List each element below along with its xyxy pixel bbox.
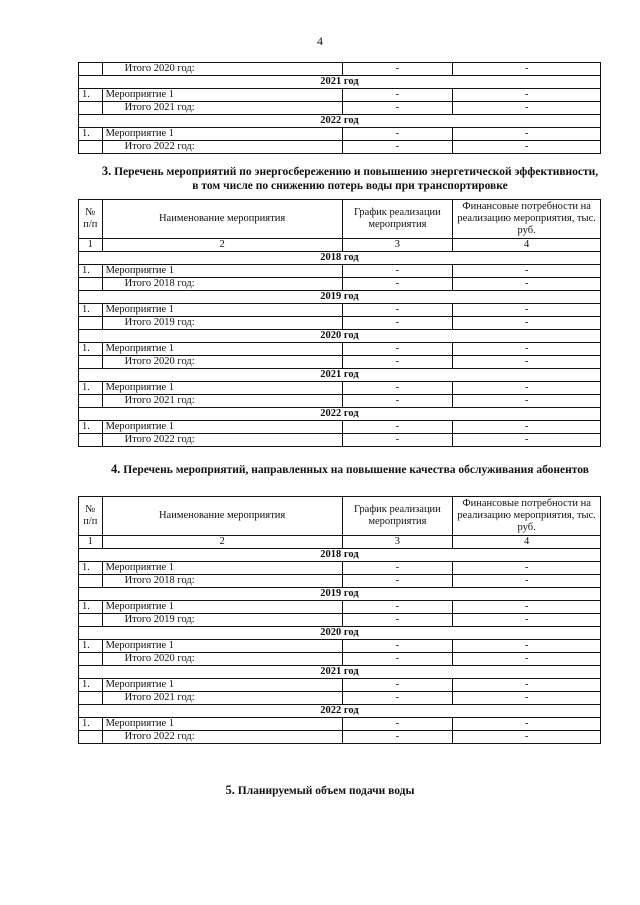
schedule-value: - bbox=[342, 562, 453, 575]
table-row bbox=[79, 562, 601, 575]
total-row bbox=[79, 141, 601, 154]
year-label: 2021 год bbox=[79, 369, 601, 382]
total-row bbox=[79, 356, 601, 369]
finance-value: - bbox=[453, 343, 601, 356]
activity-name: Мероприятие 1 bbox=[102, 640, 342, 653]
row-number bbox=[79, 575, 103, 588]
schedule-value: - bbox=[342, 731, 453, 744]
total-row bbox=[79, 102, 601, 115]
table-row bbox=[79, 679, 601, 692]
header-name: Наименование мероприятия bbox=[102, 497, 342, 536]
finance-value: - bbox=[453, 731, 601, 744]
table-row bbox=[79, 718, 601, 731]
finance-value: - bbox=[453, 141, 601, 154]
row-number: 1. bbox=[79, 421, 103, 434]
year-label: 2018 год bbox=[79, 549, 601, 562]
row-number bbox=[79, 692, 103, 705]
row-number: 1. bbox=[79, 128, 103, 141]
activity-name: Мероприятие 1 bbox=[102, 679, 342, 692]
finance-value: - bbox=[453, 63, 601, 76]
activity-name: Мероприятие 1 bbox=[102, 343, 342, 356]
finance-value: - bbox=[453, 575, 601, 588]
finance-value: - bbox=[453, 562, 601, 575]
row-number: 1. bbox=[79, 343, 103, 356]
year-label: 2022 год bbox=[79, 115, 601, 128]
table-header bbox=[79, 497, 601, 549]
finance-value: - bbox=[453, 304, 601, 317]
schedule-value: - bbox=[342, 653, 453, 666]
finance-value: - bbox=[453, 356, 601, 369]
header-index: 1 bbox=[79, 536, 103, 549]
schedule-value: - bbox=[342, 421, 453, 434]
total-row bbox=[79, 731, 601, 744]
year-label: 2019 год bbox=[79, 291, 601, 304]
total-row bbox=[79, 317, 601, 330]
year-label: 2021 год bbox=[79, 76, 601, 89]
finance-value: - bbox=[453, 128, 601, 141]
total-label: Итого 2021 год: bbox=[102, 102, 342, 115]
header-finance: Финансовые потребности на реализацию мероприятия, тыс. руб. bbox=[453, 497, 601, 536]
schedule-value: - bbox=[342, 89, 453, 102]
total-row bbox=[79, 653, 601, 666]
activity-name: Мероприятие 1 bbox=[102, 382, 342, 395]
page-number: 4 bbox=[317, 34, 323, 48]
activity-name: Мероприятие 1 bbox=[102, 601, 342, 614]
schedule-value: - bbox=[342, 395, 453, 408]
schedule-value: - bbox=[342, 265, 453, 278]
table-row bbox=[79, 89, 601, 102]
continuation-table bbox=[78, 62, 601, 154]
total-row bbox=[79, 63, 601, 76]
schedule-value: - bbox=[342, 640, 453, 653]
row-number bbox=[79, 317, 103, 330]
year-row bbox=[79, 588, 601, 601]
section-4-table bbox=[78, 496, 601, 744]
schedule-value: - bbox=[342, 343, 453, 356]
year-row bbox=[79, 330, 601, 343]
year-label: 2022 год bbox=[79, 408, 601, 421]
finance-value: - bbox=[453, 382, 601, 395]
table-row bbox=[79, 382, 601, 395]
row-number bbox=[79, 102, 103, 115]
activity-name: Мероприятие 1 bbox=[102, 562, 342, 575]
schedule-value: - bbox=[342, 601, 453, 614]
year-row bbox=[79, 408, 601, 421]
header-index: 4 bbox=[453, 536, 601, 549]
row-number bbox=[79, 141, 103, 154]
total-label: Итого 2022 год: bbox=[102, 141, 342, 154]
row-number: 1. bbox=[79, 562, 103, 575]
finance-value: - bbox=[453, 692, 601, 705]
header-index: 3 bbox=[342, 239, 453, 252]
total-label: Итого 2020 год: bbox=[102, 356, 342, 369]
table-row bbox=[79, 128, 601, 141]
continuation-table-body bbox=[79, 63, 601, 154]
schedule-value: - bbox=[342, 128, 453, 141]
total-row bbox=[79, 395, 601, 408]
finance-value: - bbox=[453, 317, 601, 330]
row-number: 1. bbox=[79, 304, 103, 317]
header-finance: Финансовые потребности на реализацию мероприятия, тыс. руб. bbox=[453, 200, 601, 239]
total-row bbox=[79, 278, 601, 291]
section-5-title: 5. Планируемый объем подачи воды bbox=[225, 783, 415, 797]
schedule-value: - bbox=[342, 679, 453, 692]
header-index: 1 bbox=[79, 239, 103, 252]
table-row bbox=[79, 265, 601, 278]
activity-name: Мероприятие 1 bbox=[102, 304, 342, 317]
year-label: 2021 год bbox=[79, 666, 601, 679]
total-label: Итого 2018 год: bbox=[102, 278, 342, 291]
table-row bbox=[79, 640, 601, 653]
year-row bbox=[79, 76, 601, 89]
row-number bbox=[79, 63, 103, 76]
section-3-table-body bbox=[79, 252, 601, 447]
finance-value: - bbox=[453, 614, 601, 627]
activity-name: Мероприятие 1 bbox=[102, 128, 342, 141]
header-index: 4 bbox=[453, 239, 601, 252]
finance-value: - bbox=[453, 102, 601, 115]
finance-value: - bbox=[453, 265, 601, 278]
row-number bbox=[79, 278, 103, 291]
header-schedule: График реализации мероприятия bbox=[342, 497, 453, 536]
header-schedule: График реализации мероприятия bbox=[342, 200, 453, 239]
schedule-value: - bbox=[342, 382, 453, 395]
activity-name: Мероприятие 1 bbox=[102, 265, 342, 278]
row-number: 1. bbox=[79, 89, 103, 102]
row-number bbox=[79, 653, 103, 666]
header-index: 2 bbox=[102, 536, 342, 549]
year-label: 2019 год bbox=[79, 588, 601, 601]
schedule-value: - bbox=[342, 692, 453, 705]
section-3-table bbox=[78, 199, 601, 447]
finance-value: - bbox=[453, 601, 601, 614]
total-label: Итого 2019 год: bbox=[102, 317, 342, 330]
finance-value: - bbox=[453, 679, 601, 692]
schedule-value: - bbox=[342, 718, 453, 731]
schedule-value: - bbox=[342, 614, 453, 627]
schedule-value: - bbox=[342, 434, 453, 447]
finance-value: - bbox=[453, 653, 601, 666]
table-row bbox=[79, 304, 601, 317]
finance-value: - bbox=[453, 89, 601, 102]
row-number: 1. bbox=[79, 265, 103, 278]
total-label: Итого 2022 год: bbox=[102, 434, 342, 447]
row-number: 1. bbox=[79, 679, 103, 692]
section-4-title: 4. Перечень мероприятий, направленных на повышение качества обслуживания абонентов bbox=[111, 462, 589, 476]
year-label: 2022 год bbox=[79, 705, 601, 718]
header-index: 3 bbox=[342, 536, 453, 549]
year-row bbox=[79, 115, 601, 128]
year-row bbox=[79, 369, 601, 382]
total-label: Итого 2018 год: bbox=[102, 575, 342, 588]
row-number bbox=[79, 395, 103, 408]
row-number: 1. bbox=[79, 718, 103, 731]
total-row bbox=[79, 614, 601, 627]
year-row bbox=[79, 627, 601, 640]
finance-value: - bbox=[453, 718, 601, 731]
schedule-value: - bbox=[342, 141, 453, 154]
year-row bbox=[79, 291, 601, 304]
year-row bbox=[79, 705, 601, 718]
section-3-title: 3. Перечень мероприятий по энергосбережению и повышению энергетической эффективности, в том числе по снижению потерь воды при транспортировке bbox=[101, 164, 599, 192]
schedule-value: - bbox=[342, 356, 453, 369]
header-index: 2 bbox=[102, 239, 342, 252]
row-number: 1. bbox=[79, 382, 103, 395]
schedule-value: - bbox=[342, 102, 453, 115]
schedule-value: - bbox=[342, 317, 453, 330]
year-label: 2020 год bbox=[79, 627, 601, 640]
header-number: № п/п bbox=[79, 200, 103, 239]
total-label: Итого 2021 год: bbox=[102, 395, 342, 408]
total-label: Итого 2021 год: bbox=[102, 692, 342, 705]
table-row bbox=[79, 343, 601, 356]
total-row bbox=[79, 692, 601, 705]
total-row bbox=[79, 434, 601, 447]
table-header bbox=[79, 200, 601, 252]
finance-value: - bbox=[453, 395, 601, 408]
total-label: Итого 2020 год: bbox=[102, 653, 342, 666]
year-label: 2020 год bbox=[79, 330, 601, 343]
finance-value: - bbox=[453, 434, 601, 447]
year-label: 2018 год bbox=[79, 252, 601, 265]
schedule-value: - bbox=[342, 575, 453, 588]
total-label: Итого 2022 год: bbox=[102, 731, 342, 744]
year-row bbox=[79, 549, 601, 562]
activity-name: Мероприятие 1 bbox=[102, 89, 342, 102]
row-number bbox=[79, 356, 103, 369]
year-row bbox=[79, 252, 601, 265]
total-row bbox=[79, 575, 601, 588]
header-number: № п/п bbox=[79, 497, 103, 536]
finance-value: - bbox=[453, 640, 601, 653]
activity-name: Мероприятие 1 bbox=[102, 421, 342, 434]
schedule-value: - bbox=[342, 304, 453, 317]
activity-name: Мероприятие 1 bbox=[102, 718, 342, 731]
row-number: 1. bbox=[79, 601, 103, 614]
table-row bbox=[79, 601, 601, 614]
row-number bbox=[79, 614, 103, 627]
finance-value: - bbox=[453, 421, 601, 434]
row-number bbox=[79, 731, 103, 744]
total-label: Итого 2020 год: bbox=[102, 63, 342, 76]
schedule-value: - bbox=[342, 63, 453, 76]
row-number: 1. bbox=[79, 640, 103, 653]
header-name: Наименование мероприятия bbox=[102, 200, 342, 239]
table-row bbox=[79, 421, 601, 434]
finance-value: - bbox=[453, 278, 601, 291]
section-4-table-body bbox=[79, 549, 601, 744]
schedule-value: - bbox=[342, 278, 453, 291]
year-row bbox=[79, 666, 601, 679]
row-number bbox=[79, 434, 103, 447]
total-label: Итого 2019 год: bbox=[102, 614, 342, 627]
